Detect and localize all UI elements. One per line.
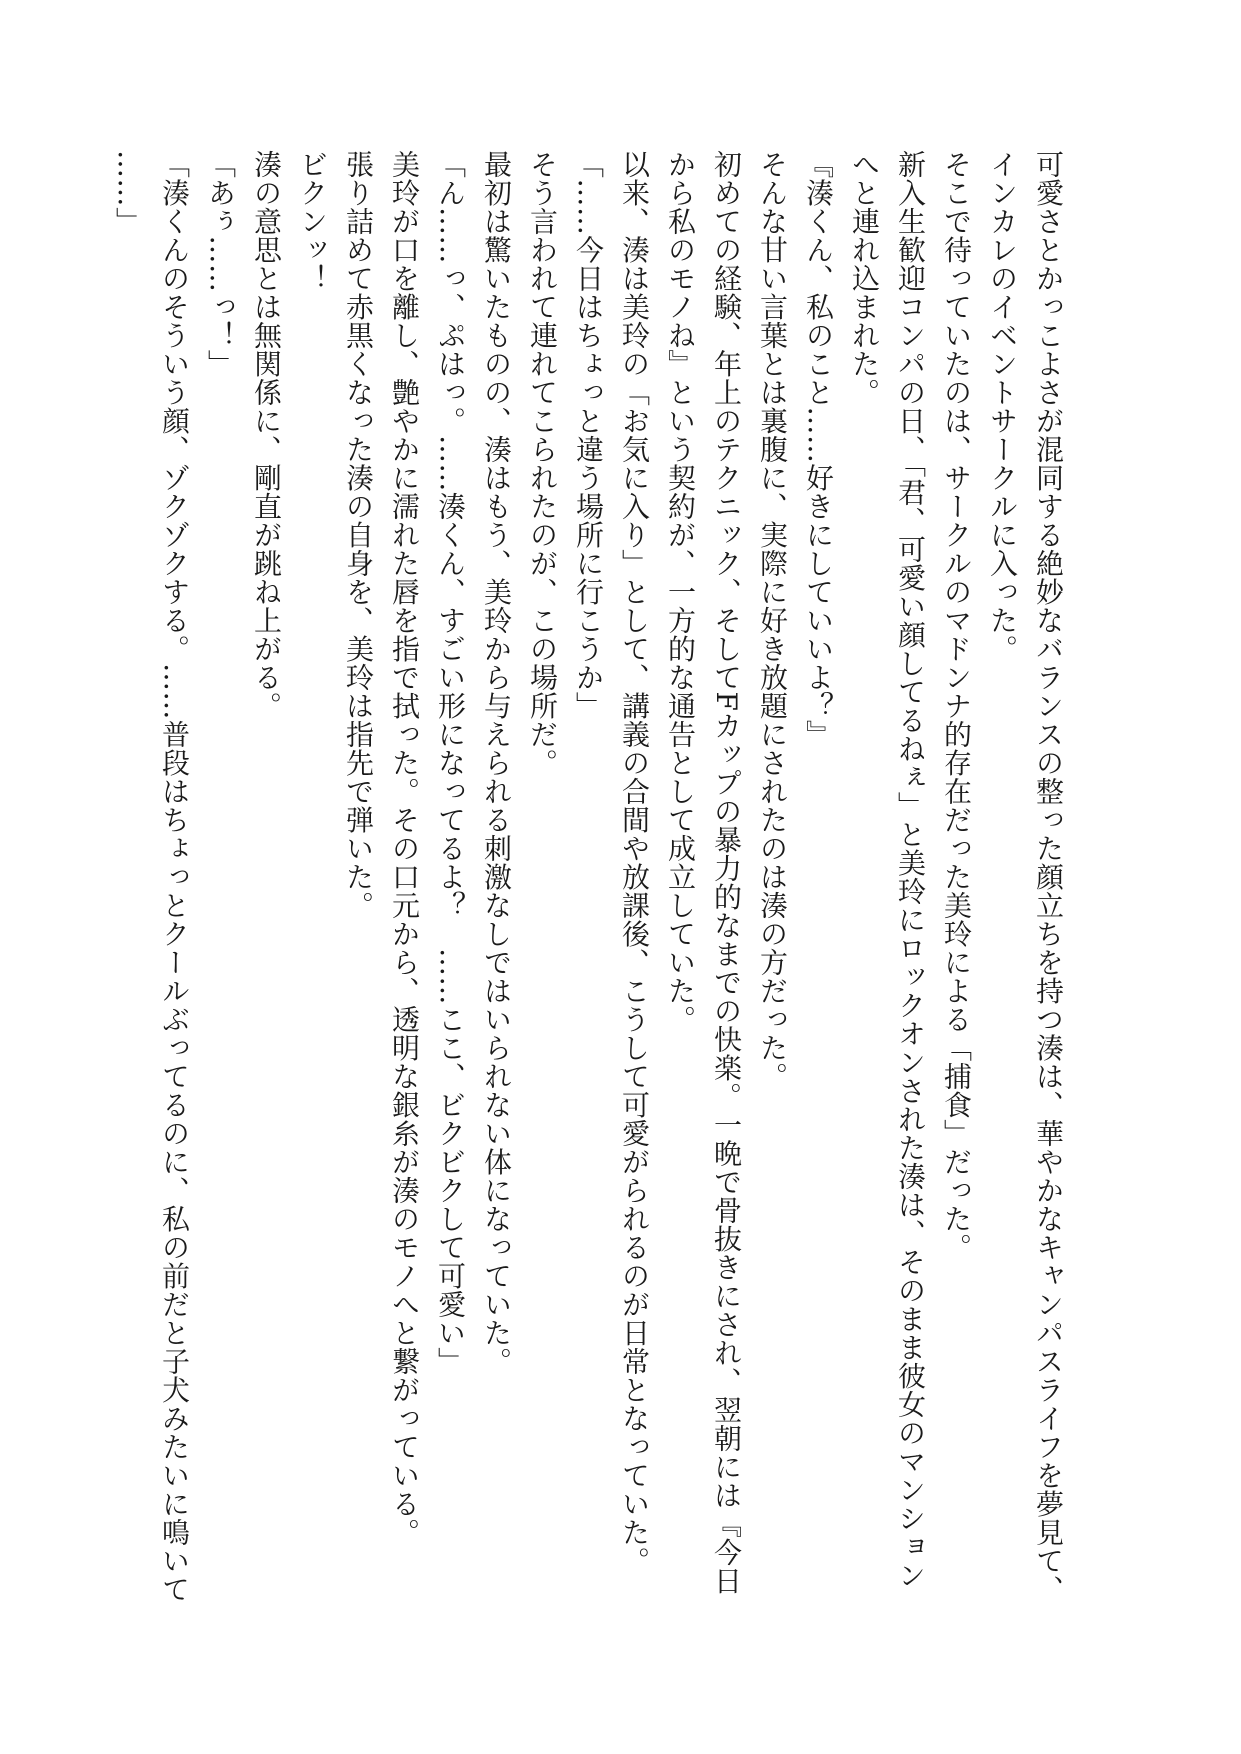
text-line: 湊の意思とは無関係に、剛直が跳ね上がる。 bbox=[250, 150, 283, 720]
text-line: ビクンッ！ bbox=[296, 150, 329, 293]
text-line: 張り詰めて赤黒くなった湊の自身を、美玲は指先で弾いた。 bbox=[342, 150, 375, 920]
text-line: から私のモノね』という契約が、一方的な通告として成立していた。 bbox=[664, 150, 697, 1034]
text-line: ……」 bbox=[112, 150, 145, 236]
text-line: 「湊くんのそういう顔、ゾクゾクする。……普段はちょっとクールぶってるのに、私の前だと子犬みたいに鳴いて bbox=[158, 150, 191, 1604]
text-line: 「……今日はちょっと違う場所に行こうか」 bbox=[572, 150, 605, 720]
text-line: 可愛さとかっこよさが混同する絶妙なバランスの整った顔立ちを持つ湊は、華やかなキャンパスライフを夢見て、 bbox=[1032, 150, 1065, 1604]
text-line: 「あぅ……っ！」 bbox=[204, 150, 237, 378]
text-line: 最初は驚いたものの、湊はもう、美玲から与えられる刺激なしではいられない体になっていた。 bbox=[480, 150, 513, 1376]
text-line: そこで待っていたのは、サークルのマドンナ的存在だった美玲による「捕食」だった。 bbox=[940, 150, 973, 1262]
text-line: そう言われて連れてこられたのが、この場所だ。 bbox=[526, 150, 559, 777]
text-line: 以来、湊は美玲の「お気に入り」として、講義の合間や放課後、こうして可愛がられるのが日常となっていた。 bbox=[618, 150, 651, 1575]
text-line: 美玲が口を離し、艶やかに濡れた唇を指で拭った。その口元から、透明な銀糸が湊のモノへと繋がっている。 bbox=[388, 150, 421, 1547]
text-line: 「ん……っ、ぷはっ。……湊くん、すごい形になってるよ？ ……ここ、ビクビクして可愛い」 bbox=[434, 150, 467, 1376]
vertical-text-body bbox=[105, 150, 1071, 1630]
text-line: 『湊くん、私のこと……好きにしていいよ？』 bbox=[802, 150, 835, 749]
text-line: 新入生歓迎コンパの日、「君、可愛い顔してるねぇ」と美玲にロックオンされた湊は、そのまま彼女のマンション bbox=[894, 150, 927, 1590]
text-line: インカレのイベントサークルに入った。 bbox=[986, 150, 1019, 663]
text-line: へと連れ込まれた。 bbox=[848, 150, 881, 407]
text-line: 初めての経験、年上のテクニック、そしてFカップの暴力的なまでの快楽。一晩で骨抜きにされ、翌朝には『今日 bbox=[710, 150, 743, 1595]
text-line: そんな甘い言葉とは裏腹に、実際に好き放題にされたのは湊の方だった。 bbox=[756, 150, 789, 1091]
